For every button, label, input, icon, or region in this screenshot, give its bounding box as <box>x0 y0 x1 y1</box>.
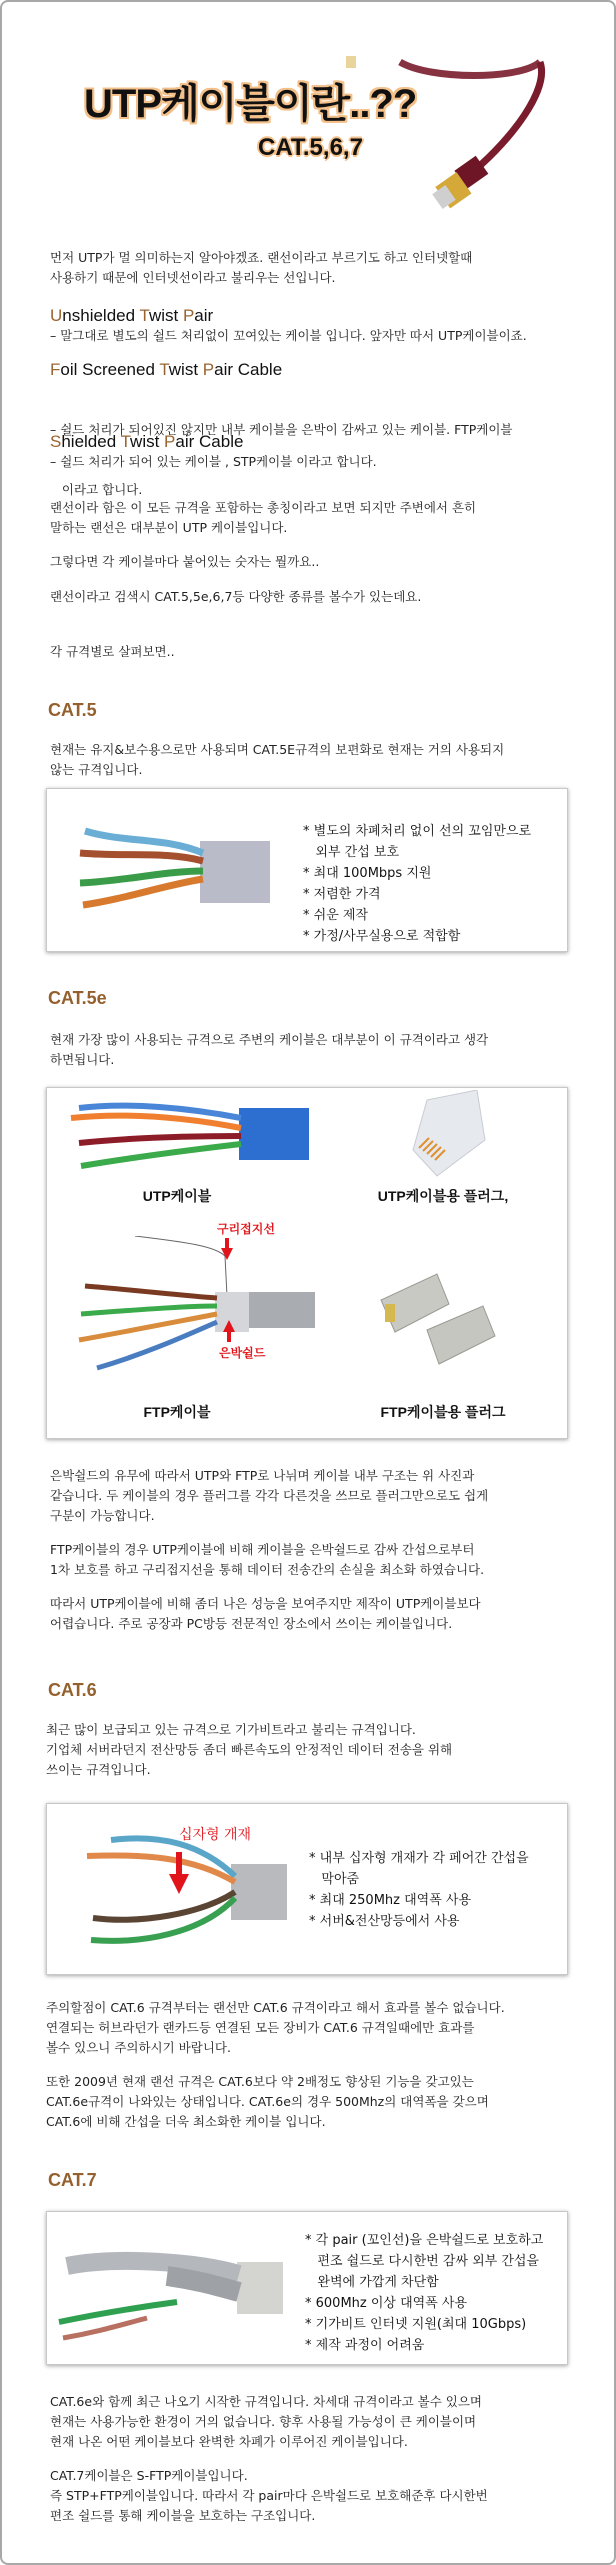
highlight-letter: U <box>50 306 63 325</box>
bullet-item: * 최대 250Mhz 대역폭 사용 <box>309 1893 472 1908</box>
cat5e-after-p1 <box>50 1466 570 1526</box>
text-line: 않는 규격입니다. <box>50 762 143 777</box>
cat6-after-p1 <box>46 1998 576 2058</box>
text-line: 같습니다. 두 케이블의 경우 플러그를 각각 다른것을 쓰므로 플러그만으로도 쉽게 <box>50 1488 489 1503</box>
section-heading-cat5: CAT.5 <box>48 700 97 720</box>
cat7-after-p1 <box>50 2392 570 2452</box>
overview-p2: 그렇다면 각 케이블마다 붙어있는 숫자는 뭘까요.. <box>50 554 320 569</box>
text-line: CAT.6e규격이 나와있는 상태입니다. CAT.6e의 경우 500Mhz의 대역폭을 갖으며 <box>46 2094 489 2109</box>
cat6-after-p2 <box>46 2072 576 2132</box>
text-line: – 쉴드 처리가 되어있진 않지만 내부 케이블을 은박이 감싸고 있는 케이블. FTP케이블 <box>50 422 513 437</box>
bullet-item: 막아줌 <box>309 1872 360 1887</box>
text-line: 즉 STP+FTP케이블입니다. 따라서 각 pair마다 은박쉴드로 보호해준후 다시한번 <box>50 2488 488 2503</box>
cat5e-after-p2 <box>50 1540 570 1580</box>
bullet-item: * 내부 십자형 개재가 각 페어간 간섭을 <box>309 1851 529 1866</box>
highlight-letter: T <box>139 306 149 325</box>
term-text: nshielded <box>62 306 140 325</box>
term-utp <box>50 306 213 326</box>
label-copper-ground: 구리접지선 <box>217 1222 275 1236</box>
ethernet-cable-image <box>340 50 570 210</box>
cat7-after-p2 <box>50 2466 570 2526</box>
highlight-letter: F <box>50 360 61 379</box>
bullet-item: * 가정/사무실용으로 적합함 <box>303 929 461 944</box>
term-text: air Cable <box>214 360 283 379</box>
highlight-letter: P <box>182 306 195 325</box>
ftp-cable-image <box>75 1236 315 1386</box>
text-line: 말하는 랜선은 대부분이 UTP 케이블입니다. <box>50 520 288 535</box>
term-stp-desc <box>50 452 570 472</box>
text-line: CAT.6에 비해 간섭을 더욱 최소화한 케이블 입니다. <box>46 2114 326 2129</box>
bullet-item: 완벽에 가깝게 차단함 <box>305 2275 439 2290</box>
text-line: 볼수 있으니 주의하시기 바랍니다. <box>46 2040 231 2055</box>
bullet-item: * 별도의 차폐처리 없이 선의 꼬임만으로 <box>303 824 532 839</box>
text-line: 현재 가장 많이 사용되는 규격으로 주변의 케이블은 대부분이 이 규격이라고 생각 <box>50 1032 489 1047</box>
section-heading-cat7: CAT.7 <box>48 2170 97 2190</box>
utp-cable-image <box>75 823 275 923</box>
overview-p3: 랜선이라고 검색시 CAT.5,5e,6,7등 다양한 종류를 볼수가 있는데요. <box>50 589 422 604</box>
highlight-letter: P <box>164 432 176 451</box>
bullet-item: * 쉬운 제작 <box>303 908 368 923</box>
highlight-letter: S <box>50 432 62 451</box>
intro-paragraph <box>50 248 570 288</box>
term-text: wist <box>148 306 183 325</box>
cat5-image-box <box>46 788 568 952</box>
cat7-cable-image <box>57 2246 287 2346</box>
cat5e-image-box <box>46 1087 568 1439</box>
cat5-bullets <box>303 821 531 947</box>
cat7-bullets <box>305 2230 543 2356</box>
text-line: 어렵습니다. 주로 공장과 PC방등 전문적인 장소에서 쓰이는 케이블입니다. <box>50 1616 453 1631</box>
term-text: oil Screened <box>60 360 160 379</box>
term-text: air <box>194 306 214 325</box>
bullet-item: * 저렴한 가격 <box>303 887 381 902</box>
text-line: 연결되는 허브라던가 랜카드등 연결된 모든 장비가 CAT.6 규격일때에만 효과를 <box>46 2020 475 2035</box>
text-line: 최근 많이 보급되고 있는 규격으로 기가비트라고 불리는 규격입니다. <box>46 1722 416 1737</box>
cat6-bullets <box>309 1848 529 1932</box>
highlight-letter: P <box>202 360 215 379</box>
text-line: 먼저 UTP가 멀 의미하는지 알아야겠죠. 랜선이라고 부르기도 하고 인터넷할때 <box>50 250 473 265</box>
caption-ftp-cable: FTP케이블 <box>143 1404 211 1420</box>
text-line: 따라서 UTP케이블에 비해 좀더 나은 성능을 보여주지만 제작이 UTP케이블보다 <box>50 1596 481 1611</box>
text-line: 현재는 사용가능한 환경이 거의 없습니다. 향후 사용될 가능성이 큰 케이블이며 <box>50 2414 477 2429</box>
label-cross-separator: 십자형 개재 <box>179 1827 252 1843</box>
term-ftp <box>50 360 282 380</box>
term-stp <box>50 432 243 452</box>
text-line: 사용하기 때문에 인터넷선이라고 불리우는 선입니다. <box>50 270 336 285</box>
text-line: 또한 2009년 현재 랜선 규격은 CAT.6보다 약 2배정도 향상된 기능을 갖고있는 <box>46 2074 474 2089</box>
cat6-cable-image <box>81 1834 301 1954</box>
text-line: 현재 나온 어떤 케이블보다 완벽한 차폐가 이루어진 케이블입니다. <box>50 2434 408 2449</box>
section-heading-cat5e: CAT.5e <box>48 988 107 1008</box>
text-line: 랜선이라 함은 이 모든 규격을 포함하는 총칭이라고 보면 되지만 주변에서 흔히 <box>50 500 477 515</box>
bullet-item: * 각 pair (꼬인선)을 은박쉴드로 보호하고 <box>305 2233 544 2248</box>
utp-plug-image <box>407 1090 487 1182</box>
text-line: 주의할점이 CAT.6 규격부터는 랜선만 CAT.6 규격이라고 해서 효과를 볼수 없습니다. <box>46 2000 505 2015</box>
caption-utp-plug: UTP케이블용 플러그, <box>377 1188 509 1204</box>
hero-subtitle: CAT.5,6,7 <box>258 134 363 161</box>
text-line: 1차 보호를 하고 구리접지선을 통해 데이터 전송간의 손실을 최소화 하였습니다. <box>50 1562 485 1577</box>
text-line: 구분이 가능합니다. <box>50 1508 155 1523</box>
utp-cable-image <box>69 1098 309 1178</box>
term-text: air Cable <box>175 432 244 451</box>
text-line: – 말그대로 별도의 쉴드 처리없이 꼬여있는 케이블 입니다. 앞자만 따서 UTP케이블이죠. <box>50 328 527 343</box>
hero-title: UTP케이블이란..?? <box>84 82 417 126</box>
bullet-item: * 최대 100Mbps 지원 <box>303 866 432 881</box>
text-line: FTP케이블의 경우 UTP케이블에 비해 케이블을 은박쉴드로 감싸 간섭으로부터 <box>50 1542 475 1557</box>
cat6-desc <box>46 1720 566 1780</box>
caption-utp-cable: UTP케이블 <box>142 1188 212 1204</box>
cat5e-after-p3 <box>50 1594 570 1634</box>
ftp-plug-image <box>377 1260 507 1370</box>
text-line: 기업체 서버라던지 전산망등 좀더 빠른속도의 안정적인 데이터 전송을 위해 <box>46 1742 453 1757</box>
term-utp-desc <box>50 326 570 346</box>
section-heading-cat6: CAT.6 <box>48 1680 97 1700</box>
overview-p4: 각 규격별로 살펴보면.. <box>50 644 175 659</box>
text-line: 현재는 유지&보수용으로만 사용되며 CAT.5E규격의 보편화로 현재는 거의 사용되지 <box>50 742 505 757</box>
cat5-desc <box>50 740 570 780</box>
highlight-letter: T <box>159 360 169 379</box>
bullet-item: * 600Mhz 이상 대역폭 사용 <box>305 2296 468 2311</box>
bullet-item: 편조 쉴드로 다시한번 감싸 외부 간섭을 <box>305 2254 539 2269</box>
text-line: 편조 쉴드를 통해 케이블을 보호하는 구조입니다. <box>50 2508 316 2523</box>
text-line: CAT.6e와 함께 최근 나오기 시작한 규격입니다. 차세대 규격이라고 볼수 있으며 <box>50 2394 482 2409</box>
caption-ftp-plug: FTP케이블용 플러그 <box>380 1404 506 1420</box>
text-line: 쓰이는 규격입니다. <box>46 1762 151 1777</box>
overview-p1 <box>50 498 570 538</box>
cat7-image-box <box>46 2211 568 2365</box>
text-line: 하면됩니다. <box>50 1052 115 1067</box>
label-foil-shield: 은박쉴드 <box>219 1346 266 1360</box>
bullet-item: * 제작 과정이 어려움 <box>305 2338 425 2353</box>
cat5e-desc <box>50 1030 570 1070</box>
bullet-item: * 기가비트 인터넷 지원(최대 10Gbps) <box>305 2317 527 2332</box>
cat6-image-box <box>46 1803 568 1975</box>
highlight-letter: T <box>120 432 131 451</box>
term-text: wist <box>130 432 165 451</box>
term-text: wist <box>168 360 203 379</box>
bullet-item: 외부 간섭 보호 <box>303 845 400 860</box>
text-line: – 쉴드 처리가 되어 있는 케이블 , STP케이블 이라고 합니다. <box>50 454 377 469</box>
text-line: CAT.7케이블은 S-FTP케이블입니다. <box>50 2468 248 2483</box>
text-line: 이라고 합니다. <box>50 482 143 497</box>
text-line: 은박쉴드의 유무에 따라서 UTP와 FTP로 나뉘며 케이블 내부 구조는 위 사진과 <box>50 1468 475 1483</box>
bullet-item: * 서버&전산망등에서 사용 <box>309 1914 460 1929</box>
term-text: hielded <box>61 432 121 451</box>
